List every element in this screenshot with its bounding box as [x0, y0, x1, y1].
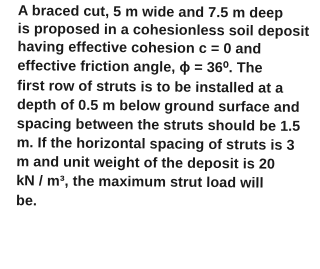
problem-line: be. [15, 193, 38, 210]
problem-line: kN / m³, the maximum strut load will [16, 173, 264, 192]
problem-line: A braced cut, 5 m wide and 7.5 m deep [17, 3, 284, 22]
problem-line: spacing between the struts should be 1.5 [16, 116, 301, 135]
problem-line: first row of struts is to be installed at a [17, 78, 284, 97]
problem-line: effective friction angle, ϕ = 36⁰. The [17, 58, 263, 77]
problem-line: depth of 0.5 m below ground surface and [16, 97, 300, 116]
problem-line: is proposed in a cohesionless soil deposit [17, 21, 310, 40]
problem-line: m. If the horizontal spacing of struts is 3 [16, 135, 295, 154]
problem-line: m and unit weight of the deposit is 20 [16, 154, 276, 173]
problem-line: having effective cohesion c = 0 and [17, 39, 262, 58]
